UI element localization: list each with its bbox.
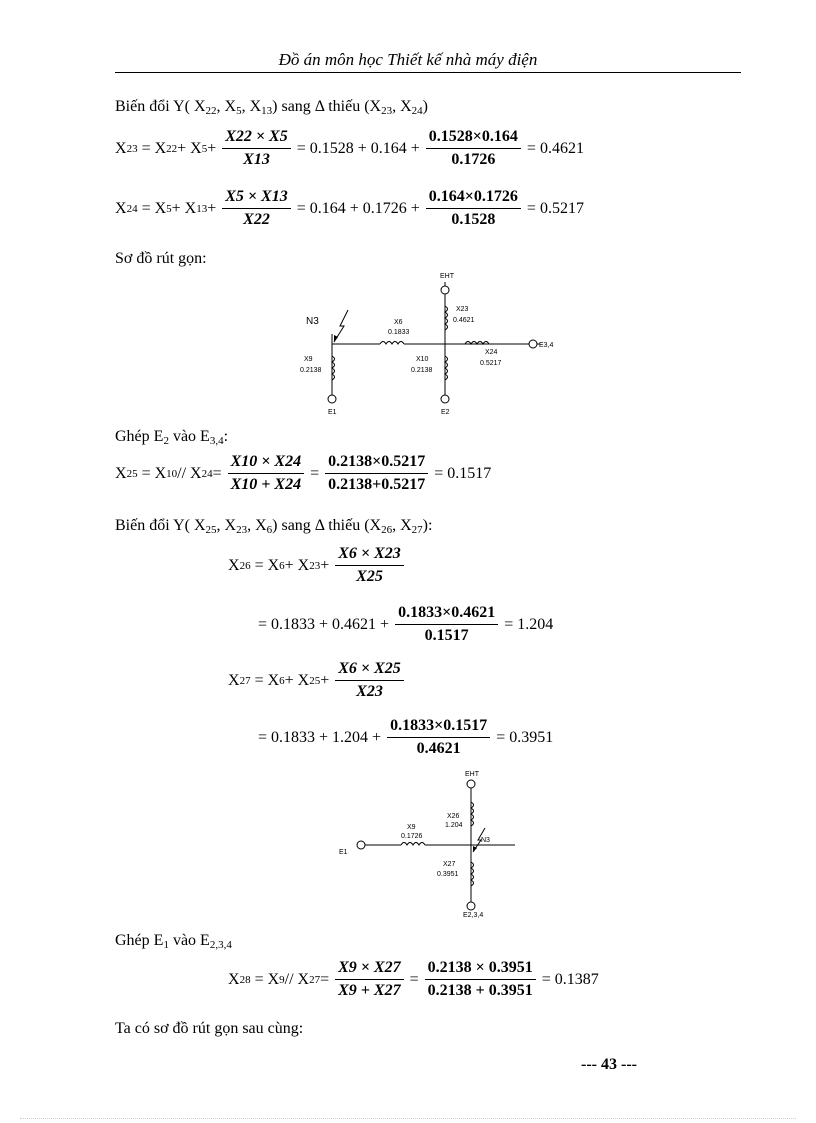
equation-x28: X 28 = X 9 // X 27 = $\frac{X9 \times X27}{X9 + X27}$ = $\frac{0.2138 \times 0.3951}{0.2138 + 0.3951}$ = 0.1387 bbox=[228, 959, 599, 999]
label-x27: X27 bbox=[443, 861, 456, 868]
fraction-numeric: $\frac{0.2138\times 0.5217}{0.2138+0.5217}$ bbox=[325, 453, 428, 494]
final-diagram-heading: Ta có sơ đồ rút gọn sau cùng: bbox=[115, 1020, 304, 1037]
fraction-numeric: $\frac{0.1528\times 0.164}{0.1726}$ bbox=[426, 128, 521, 169]
equation-x23: X 23 = X 22 + X 5 + $\frac{X22 \times X5}{X13}$ = 0.1528 + 0.164 + $\frac{0.1528\times 0.164}{0.1726}$ = 0.4621 bbox=[115, 128, 584, 168]
fraction-numeric: $\frac{0.1833\times 0.4621}{0.1517}$ bbox=[395, 604, 498, 645]
equation-x27: X 27 = X 6 + X 25 + $\frac{X6 \times X25}{X23}$ bbox=[228, 660, 410, 701]
page-number: --- 43 --- bbox=[581, 1056, 637, 1073]
equation-x24: X 24 = X 5 + X 13 + $\frac{X5 \times X13}{X22}$ = 0.164 + 0.1726 + $\frac{0.164\times 0.1726}{0.1528}$ = 0.5217 bbox=[115, 188, 584, 228]
label-n3: N3 bbox=[481, 837, 490, 844]
transform-1-text: Biến đổi Y( $X_{22}$, $X_5$, $X_{13}$) sang Δ thiếu ($X_{23}$, $X_{24}$) bbox=[115, 98, 428, 117]
label-x26: X26 bbox=[447, 813, 460, 820]
label-x23: X23 bbox=[456, 306, 469, 313]
fraction-numeric: $\frac{0.2138 \times 0.3951}{0.2138 + 0.3951}$ bbox=[425, 959, 536, 1000]
value-x23: 0.4621 bbox=[453, 317, 475, 324]
label-x9: X9 bbox=[407, 824, 416, 831]
value-x27: 0.3951 bbox=[437, 871, 459, 878]
equation-x26-numeric: = 0.1833 + 0.4621 + $\frac{0.1833\times 0.4621}{0.1517}$ = 1.204 bbox=[258, 604, 554, 644]
label-x24: X24 bbox=[485, 349, 498, 356]
label-e2: E2 bbox=[441, 409, 450, 416]
label-e1: E1 bbox=[339, 849, 348, 856]
fraction-symbolic: $\frac{X5 \times X13}{X22}$ bbox=[222, 188, 290, 229]
fraction-symbolic: $\frac{X6 \times X25}{X23}$ bbox=[335, 660, 403, 701]
fraction-symbolic: $\frac{X10 \times X24}{X10 + X24}$ bbox=[228, 453, 304, 494]
merge-e2-heading: Ghép $E_2$ vào $E_{3,4}$: bbox=[115, 428, 229, 447]
value-x26: 1.204 bbox=[445, 822, 463, 829]
fraction-symbolic: $\frac{X22 \times X5}{X13}$ bbox=[222, 128, 290, 169]
merge-e1-heading: Ghép $E_1$ vào $E_{2,3,4}$ bbox=[115, 932, 232, 951]
value-x9: 0.2138 bbox=[300, 367, 322, 374]
fraction-symbolic: $\frac{X9 \times X27}{X9 + X27}$ bbox=[335, 959, 403, 1000]
label-x9: X9 bbox=[304, 356, 313, 363]
label-e234: E2,3,4 bbox=[463, 912, 484, 919]
reduced-circuit-diagram-1 bbox=[290, 268, 570, 420]
header-rule bbox=[115, 72, 741, 73]
transform-2-text: Biến đổi Y( $X_{25}$, $X_{23}$, $X_6$) sang Δ thiếu ($X_{26}$, $X_{27}$): bbox=[115, 517, 433, 536]
fraction-numeric: $\frac{0.164\times 0.1726}{0.1528}$ bbox=[426, 188, 521, 229]
equation-x27-numeric: = 0.1833 + 1.204 + $\frac{0.1833\times 0.1517}{0.4621}$ = 0.3951 bbox=[258, 717, 554, 757]
reduced-diagram-heading: Sơ đồ rút gọn: bbox=[115, 250, 207, 267]
equation-x25: X 25 = X 10 // X 24 = $\frac{X10 \times X24}{X10 + X24}$ = $\frac{0.2138\times 0.5217}{0.2138+0.5217}$ = 0.1517 bbox=[115, 453, 492, 493]
page-bottom-divider bbox=[20, 1118, 796, 1119]
label-eht: EHT bbox=[440, 273, 454, 280]
label-eht: EHT bbox=[465, 771, 479, 778]
reduced-circuit-diagram-2 bbox=[335, 766, 525, 921]
page-header: Đồ án môn học Thiết kế nhà máy điện bbox=[278, 50, 538, 69]
label-e34: E3,4 bbox=[539, 342, 554, 349]
value-x9: 0.1726 bbox=[401, 833, 423, 840]
value-x10: 0.2138 bbox=[411, 367, 433, 374]
label-n3: N3 bbox=[306, 316, 319, 327]
label-x6: X6 bbox=[394, 319, 403, 326]
fraction-numeric: $\frac{0.1833\times 0.1517}{0.4621}$ bbox=[387, 717, 490, 758]
label-e1: E1 bbox=[328, 409, 337, 416]
value-x24: 0.5217 bbox=[480, 360, 502, 367]
fraction-symbolic: $\frac{X6 \times X23}{X25}$ bbox=[335, 545, 403, 586]
value-x6: 0.1833 bbox=[388, 329, 410, 336]
label-x10: X10 bbox=[416, 356, 429, 363]
equation-x26: X 26 = X 6 + X 23 + $\frac{X6 \times X23}{X25}$ bbox=[228, 545, 410, 586]
